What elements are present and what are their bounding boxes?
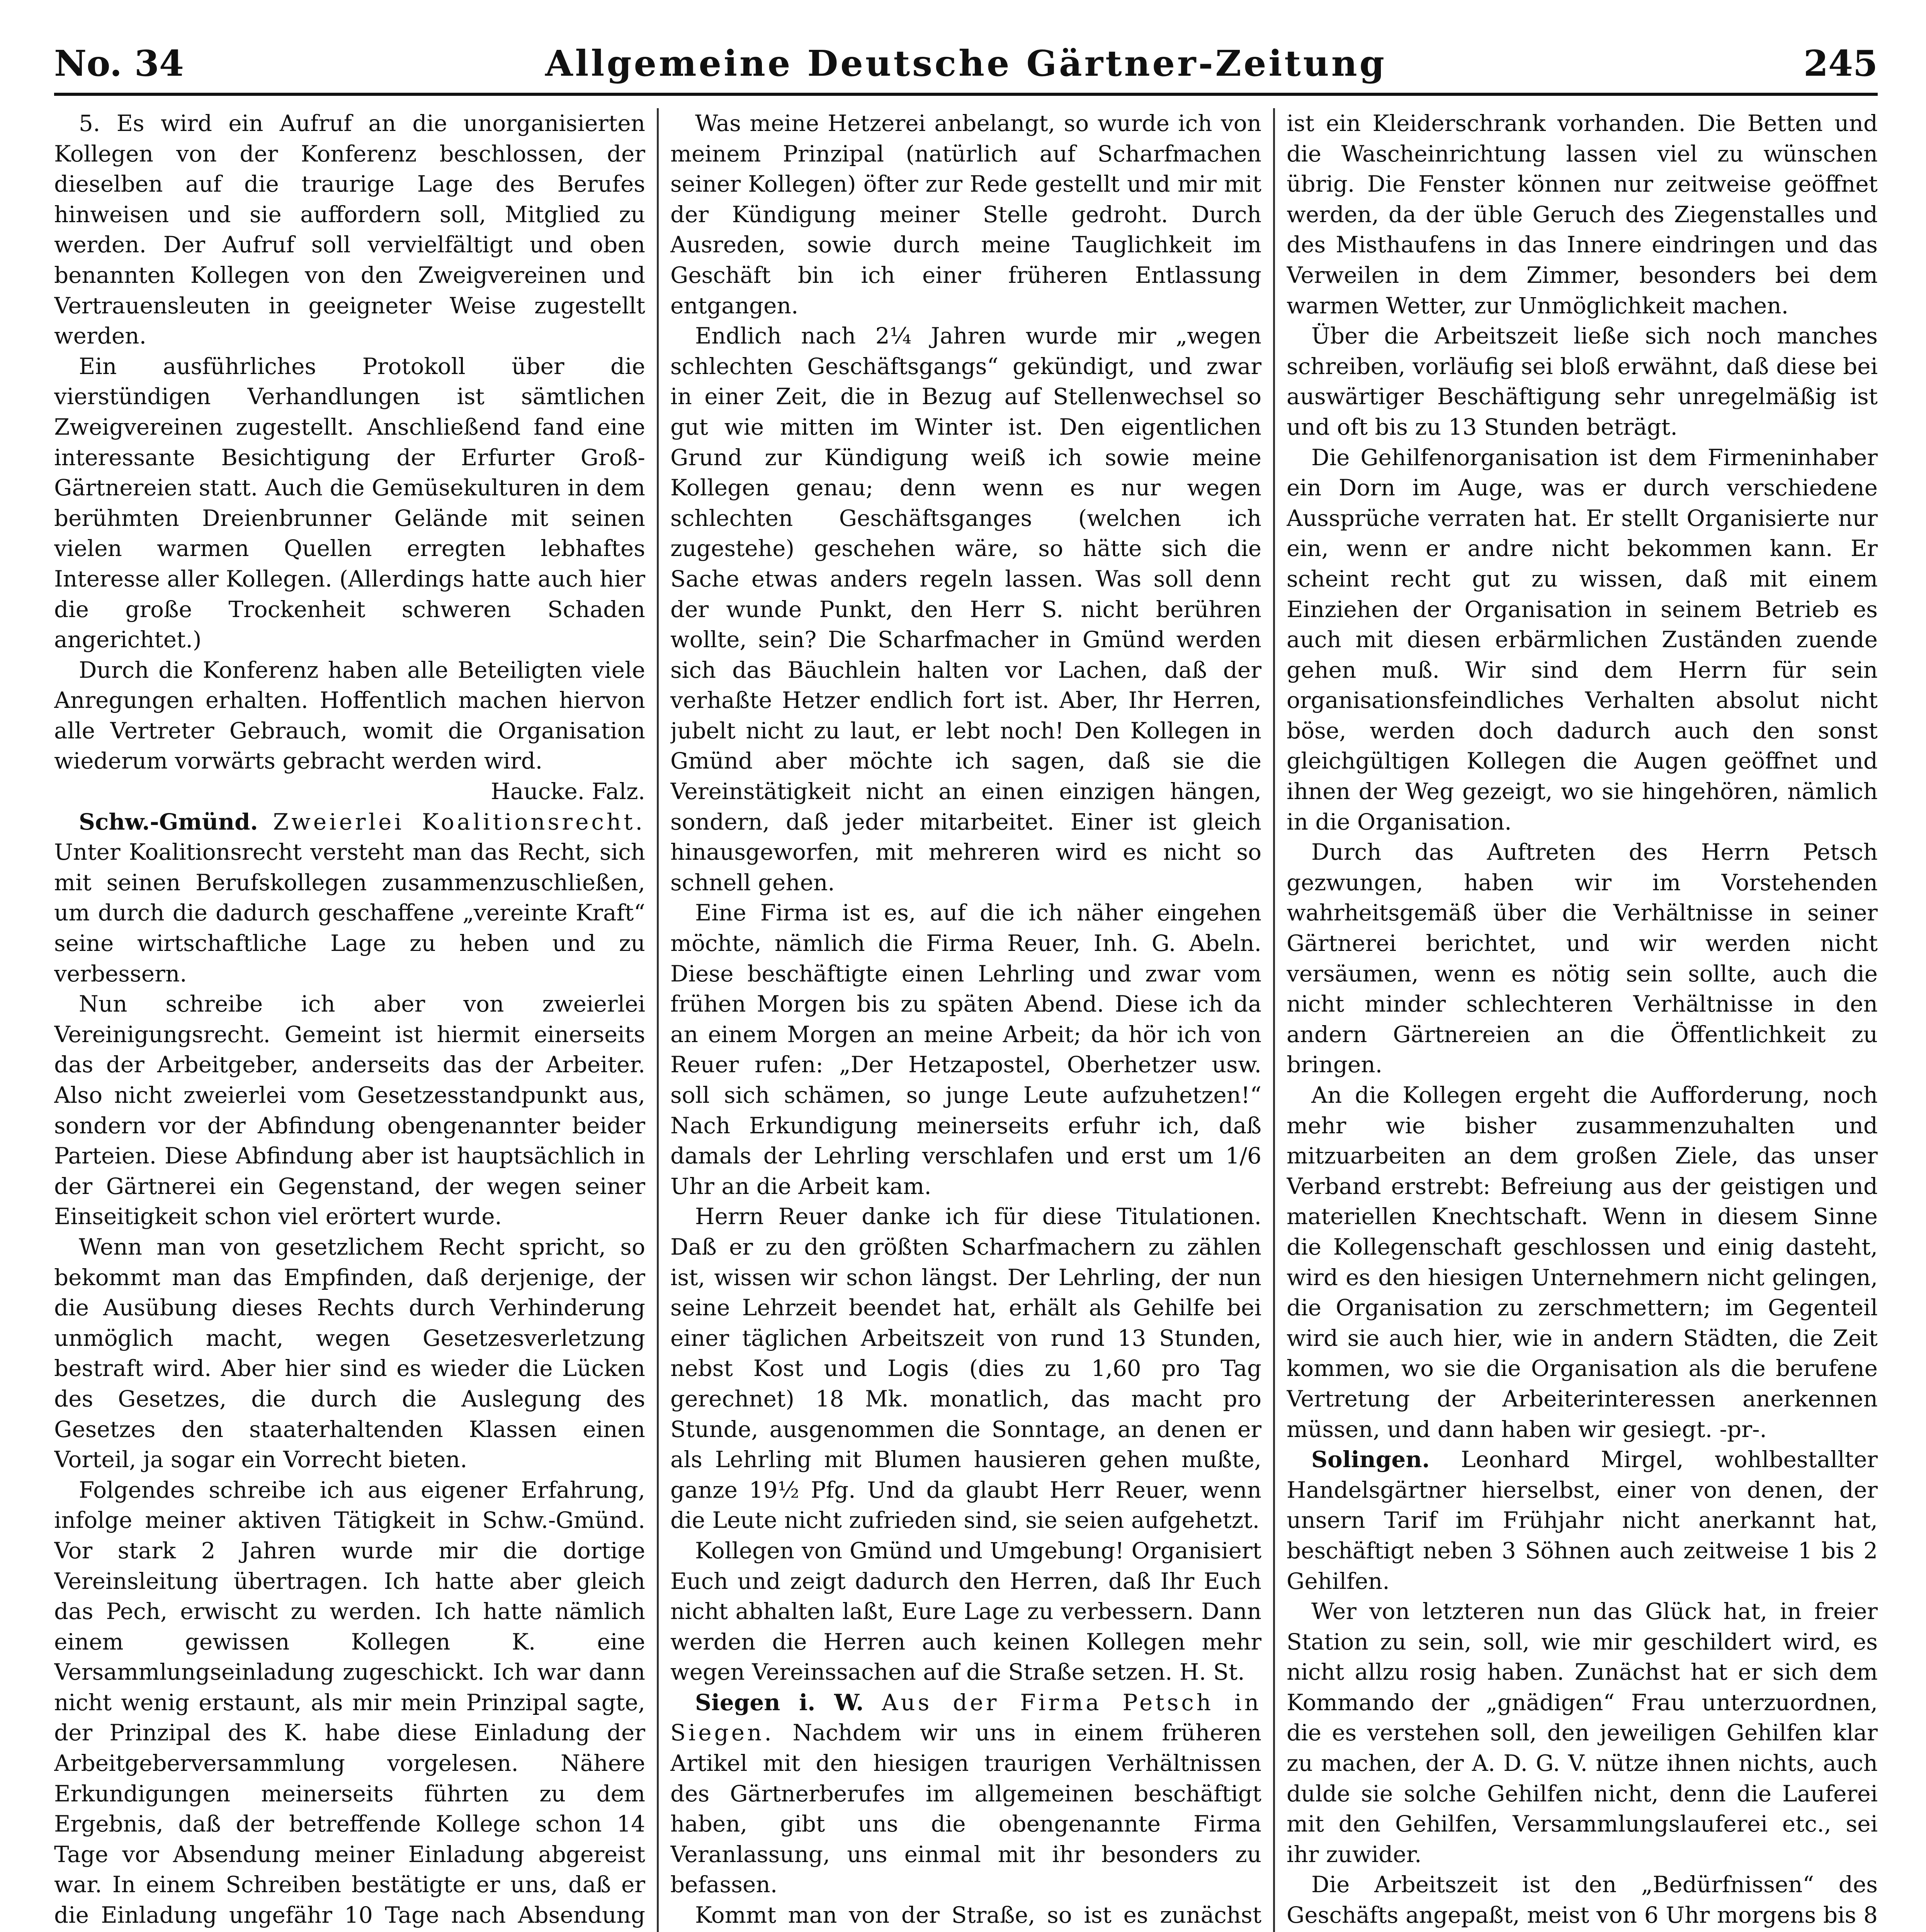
paragraph-text: Die Gehilfenorganisation ist dem Firmeninhaber ein Dorn im Auge, was er durch verschiedene Aussprüche verraten hat. Er stellt Organisierte nur ein, wenn er andre nicht bekommen kann. Er scheint recht gut zu wissen, daß mit einem Einziehen der Organisation in seinem Betrieb es auch mit diesen erbärmlichen Zuständen zuende gehen muß. Wir sind dem Herrn für sein organisationsfeindliches Verhalten absolut nicht böse, werden doch dadurch auch den sonst gleichgültigen Kollegen die Augen geöffnet und ihnen der Weg gezeigt, wo sie hingehören, nämlich in die Organisation. [1287, 444, 1878, 835]
paragraph-text: Nun schreibe ich aber von zweierlei Vereinigungsrecht. Gemeint ist hiermit einerseits das der Arbeitgeber, anderseits das der Arbeiter. Also nicht zweierlei vom Gesetzesstandpunkt aus, sondern vor der Abfindung obengenannter beider Parteien. Diese Abfindung aber ist hauptsächlich in der Gärtnerei ein Gegenstand, der wegen seiner Einseitigkeit schon viel erörtert wurde. [54, 991, 645, 1230]
paragraph-text: Was meine Hetzerei anbelangt, so wurde ich von meinem Prinzipal (natürlich auf Scharfmachen seiner Kollegen) öfter zur Rede gestellt und mir mit der Kündigung meiner Stelle gedroht. Durch Ausreden, sowie durch meine Tauglichkeit im Geschäft bin ich einer früheren Entlassung entgangen. [670, 110, 1261, 319]
paragraph [54, 989, 645, 1232]
paragraph-text: Ein ausführliches Protokoll über die vierstündigen Verhandlungen ist sämtlichen Zweigvereinen zugestellt. Anschließend fand eine interessante Besichtigung der Erfurter Groß-Gärtnereien statt. Auch die Gemüsekulturen in dem berühmten Dreienbrunner Gelände mit seinen vielen warmen Quellen erregten lebhaftes Interesse aller Kollegen. (Allerdings hatte auch hier die große Trockenheit schweren Schaden angerichtet.) [54, 353, 645, 653]
paragraph [670, 1201, 1261, 1536]
paragraph-text: Über die Arbeitszeit ließe sich noch manches schreiben, vorläufig sei bloß erwähnt, daß diese bei auswärtiger Beschäftigung sehr unregelmäßig ist und oft bis zu 13 Stunden beträgt. [1287, 323, 1878, 440]
paragraph [1287, 1869, 1878, 1932]
paragraph [1287, 1444, 1878, 1596]
paragraph [54, 807, 645, 989]
paragraph [54, 108, 645, 351]
column-3 [1287, 108, 1878, 1932]
article-columns [54, 108, 1878, 1932]
paragraph-text: ist ein Kleiderschrank vorhanden. Die Betten und die Wascheinrichtung lassen viel zu wünschen übrig. Die Fenster können nur zeitweise geöffnet werden, da der üble Geruch des Ziegenstalles und des Misthaufens in das Innere eindringen und das Verweilen in dem Zimmer, besonders bei dem warmen Wetter, zur Unmöglichkeit machen. [1287, 110, 1878, 319]
dateline: Siegen i. W. [695, 1689, 864, 1716]
paragraph [670, 898, 1261, 1201]
paragraph-text: Wer von letzteren nun das Glück hat, in freier Station zu sein, soll, wie mir geschildert wird, es nicht allzu rosig haben. Zunächst hat er sich dem Kommando der „gnädigen“ Frau unterzuordnen, die es verstehen soll, den jeweiligen Gehilfen klar zu machen, der A. D. G. V. nütze ihnen nichts, auch dulde sie solche Gehilfen nicht, denn die Lauferei mit den Gehilfen, Versammlungslauferei etc., sei ihr zuwider. [1287, 1598, 1878, 1867]
paragraph-text: Unter Koalitionsrecht versteht man das Recht, sich mit seinen Berufskollegen zusammenzuschließen, um durch die dadurch geschaffene „vereinte Kraft“ seine wirtschaftliche Lage zu heben und zu verbessern. [54, 839, 645, 987]
paragraph [1287, 442, 1878, 837]
column-1 [54, 108, 645, 1932]
paragraph [1287, 837, 1878, 1080]
paragraph [1287, 108, 1878, 321]
column-rule [657, 108, 659, 1932]
paragraph [54, 1475, 645, 1932]
paragraph [670, 1687, 1261, 1900]
paragraph [1287, 1080, 1878, 1444]
paragraph [54, 776, 645, 807]
paragraph-text: Wenn man von gesetzlichem Recht spricht, so bekommt man das Empfinden, daß derjenige, der die Ausübung dieses Rechts durch Verhinderung unmöglich macht, wegen Gesetzesverletzung bestraft wird. Aber hier sind es wieder die Lücken des Gesetzes, die durch die Auslegung des Gesetzes den staaterhaltenden Klassen einen Vorteil, ja sogar ein Vorrecht bieten. [54, 1233, 645, 1473]
dateline: Solingen. [1311, 1446, 1430, 1473]
paragraph-text: Eine Firma ist es, auf die ich näher eingehen möchte, nämlich die Firma Reuer, Inh. G. Abeln. Diese beschäftigte einen Lehrling und zwar vom frühen Morgen bis zu späten Abend. Diese ich da an einem Morgen an meine Arbeit; da hör ich von Reuer rufen: „Der Hetzapostel, Oberhetzer usw. soll sich schämen, so junge Leute aufzuhetzen!“ Nach Erkundigung meinerseits erfuhr ich, daß damals der Lehrling verschlafen und erst um 1/6 Uhr an die Arbeit kam. [670, 900, 1261, 1199]
paragraph-text: Herrn Reuer danke ich für diese Titulationen. Daß er zu den größten Scharfmachern zu zählen ist, wissen wir schon längst. Der Lehrling, der nun seine Lehrzeit beendet hat, erhält als Gehilfe bei einer täglichen Arbeitszeit von rund 13 Stunden, nebst Kost und Logis (dies zu 1,60 pro Tag gerechnet) 18 Mk. monatlich, das macht pro Stunde, ausgenommen die Sonntage, an denen er als Lehrling mit Blumen hausieren gehen mußte, ganze 19½ Pfg. Und da glaubt Herr Reuer, wenn die Leute nicht zufrieden sind, sie seien aufgehetzt. [670, 1203, 1261, 1534]
newspaper-title: Allgemeine Deutsche Gärtner-Zeitung [545, 43, 1387, 84]
paragraph-text: Nachdem wir uns in einem früheren Artikel mit den hiesigen traurigen Verhältnissen des Gärtnerberufes im allgemeinen beschäftigt haben, gibt uns die obengenannte Firma Veranlassung, uns einmal mit ihr besonders zu befassen. [670, 1719, 1261, 1898]
dateline: Schw.-Gmünd. [79, 808, 258, 835]
paragraph-text: An die Kollegen ergeht die Aufforderung, noch mehr wie bisher zusammenzuhalten und mitzuarbeiten an dem großen Ziele, das unser Verband erstrebt: Befreiung aus der geistigen und materiellen Knechtschaft. Wenn in diesem Sinne die Kollegenschaft geschlossen und einig dasteht, wird es den hiesigen Unternehmern nicht gelingen, die Organisation zu zerschmettern; im Gegenteil wird sie auch hier, wie in andern Städten, die Zeit kommen, wo sie die Organisation als die berufene Vertretung der Arbeiterinteressen anerkennen müssen, und dann haben wir gesiegt. -pr-. [1287, 1082, 1878, 1442]
paragraph [54, 351, 645, 655]
article-headline: Zweierlei Koalitionsrecht. [273, 808, 645, 835]
paragraph-text: Endlich nach 2¼ Jahren wurde mir „wegen schlechten Geschäftsgangs“ gekündigt, und zwar in einer Zeit, die in Bezug auf Stellenwechsel so gut wie mitten im Winter ist. Den eigentlichen Grund zur Kündigung weiß ich sowie meine Kollegen genau; denn wenn es nur wegen schlechten Geschäftsganges (welchen ich zugestehe) geschehen wäre, so hätte sich die Sache etwas anders regeln lassen. Was soll denn der wunde Punkt, den Herr S. nicht berühren wollte, sein? Die Scharfmacher in Gmünd werden sich das Bäuchlein halten vor Lachen, daß der verhaßte Hetzer endlich fort ist. Aber, Ihr Herren, jubelt nicht zu laut, er lebt noch! Den Kollegen in Gmünd aber möchte ich sagen, daß sie die Vereinstätigkeit nicht an einen einzigen hängen, sondern, daß jeder mitarbeitet. Einer ist gleich hinausgeworfen, mit mehreren wird es nicht so schnell gehen. [670, 323, 1261, 896]
paragraph-text: Durch die Konferenz haben alle Beteiligten viele Anregungen erhalten. Hoffentlich machen hiervon alle Vertreter Gebrauch, womit die Organisation wiederum vorwärts gebracht werden wird. [54, 656, 645, 774]
column-2 [670, 108, 1261, 1932]
paragraph [670, 1536, 1261, 1687]
paragraph-text: Folgendes schreibe ich aus eigener Erfahrung, infolge meiner aktiven Tätigkeit in Schw.-Gmünd. Vor stark 2 Jahren wurde mir die dortige Vereinsleitung übertragen. Ich hatte aber gleich das Pech, erwischt zu werden. Ich hatte nämlich einem gewissen Kollegen K. eine Versammlungseinladung zugeschickt. Ich war dann nicht wenig erstaunt, als mir mein Prinzipal sagte, der Prinzipal des K. habe diese Einladung der Arbeitgeberversammlung vorgelesen. Nähere Erkundigungen meinerseits führten zu dem Ergebnis, daß der betreffende Kollege schon 14 Tage vor Absendung meiner Einladung abgereist war. In einem Schreiben bestätigte er uns, daß er die Einladung ungefähr 10 Tage nach Absendung [54, 1476, 645, 1929]
paragraph-text: Durch das Auftreten des Herrn Petsch gezwungen, haben wir im Vorstehenden wahrheitsgemäß über die Verhältnisse in seiner Gärtnerei berichtet, und wir werden nicht versäumen, wenn es nötig sein sollte, auch die nicht minder schlechteren Verhältnisse in den andern Gärtnereien an die Öffentlichkeit zu bringen. [1287, 839, 1878, 1078]
paragraph-text: Haucke. Falz. [491, 778, 645, 805]
page-header [54, 27, 1878, 96]
article-headline: Aus der Firma Petsch in Siegen. [670, 1689, 1261, 1746]
paragraph-text: Kollegen von Gmünd und Umgebung! Organisiert Euch und zeigt dadurch den Herren, daß Ihr Euch nicht abhalten laßt, Eure Lage zu verbessern. Dann werden die Herren auch keinen Kollegen mehr wegen Vereinssachen auf die Straße setzen. H. St. [670, 1537, 1261, 1685]
paragraph-text: Kommt man von der Straße, so ist es zunächst [695, 1902, 1261, 1929]
issue-number: No. 34 [54, 43, 184, 84]
paragraph [54, 1232, 645, 1475]
column-rule [1273, 108, 1275, 1932]
paragraph [670, 321, 1261, 898]
paragraph [670, 1900, 1261, 1932]
paragraph-text: Die Arbeitszeit ist den „Bedürfnissen“ des Geschäfts angepaßt, meist von 6 Uhr morgens bis 8 [1287, 1871, 1878, 1929]
page-number: 245 [1803, 43, 1878, 84]
paragraph-text: Leonhard Mirgel, wohlbestallter Handelsgärtner hierselbst, einer von denen, der unsern Tarif im Frühjahr nicht anerkannt hat, beschäftigt neben 3 Söhnen auch zeitweise 1 bis 2 Gehilfen. [1287, 1446, 1878, 1594]
paragraph [1287, 321, 1878, 442]
paragraph [1287, 1596, 1878, 1869]
paragraph-text: 5. Es wird ein Aufruf an die unorganisierten Kollegen von der Konferenz beschlossen, der dieselben auf die traurige Lage des Berufes hinweisen und sie auffordern soll, Mitglied zu werden. Der Aufruf soll vervielfältigt und oben benannten Kollegen von den Zweigvereinen und Vertrauensleuten in geeigneter Weise zugestellt werden. [54, 110, 645, 349]
paragraph [670, 108, 1261, 321]
paragraph [54, 655, 645, 776]
